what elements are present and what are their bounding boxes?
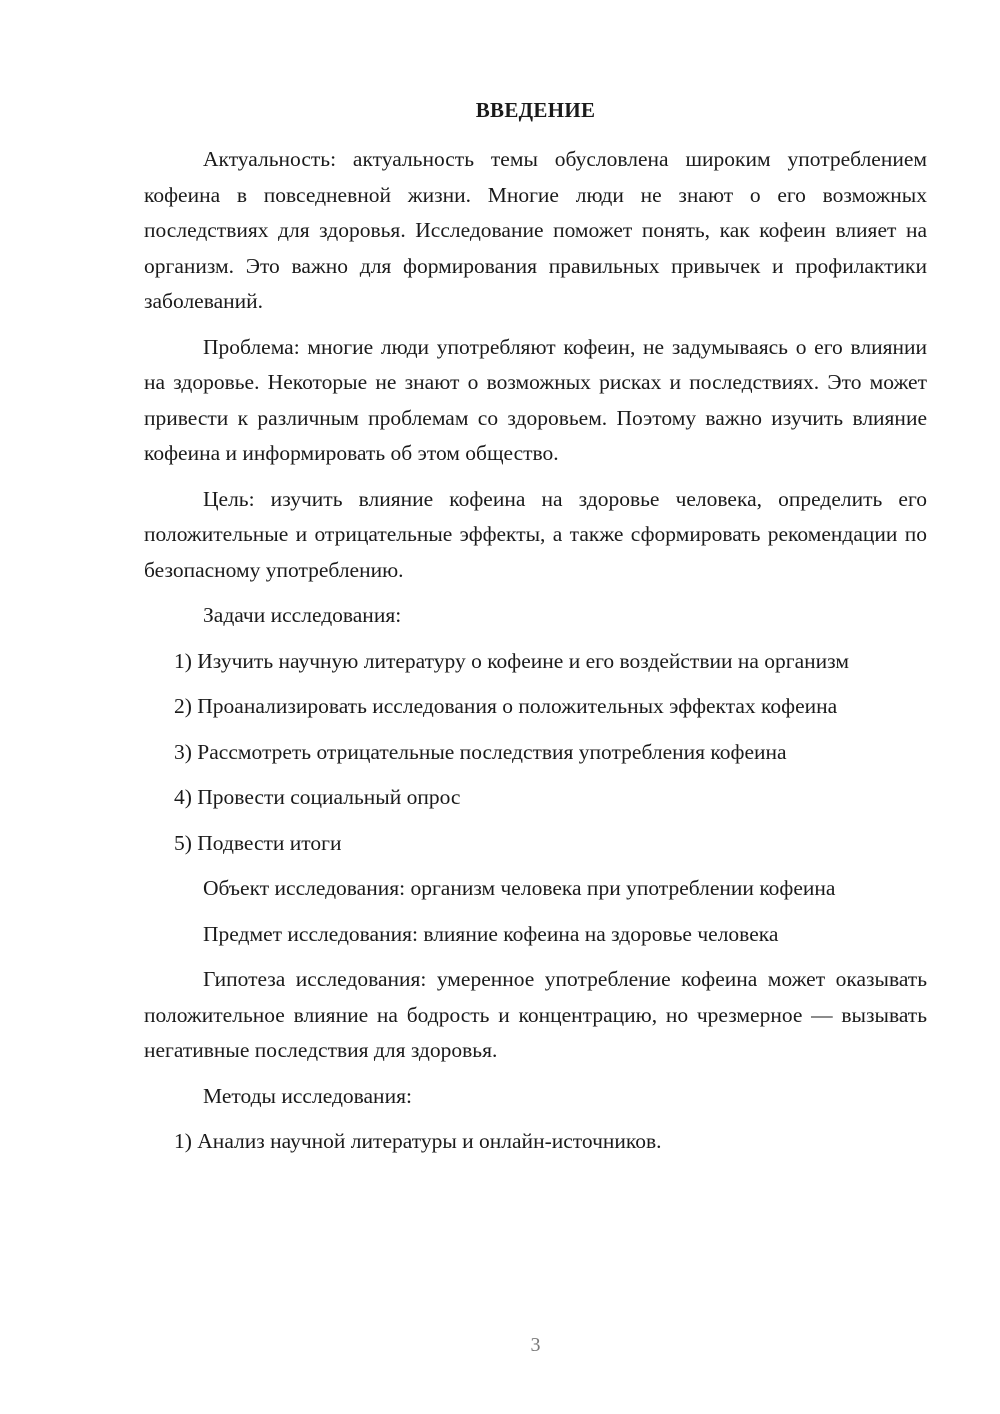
method-item-1: 1) Анализ научной литературы и онлайн-источников. — [174, 1129, 662, 1153]
paragraph-problem: Проблема: многие люди употребляют кофеин, не задумываясь о его влиянии на здоровье. Некоторые не знают о возможных рисках и последствиях. Это может привести к различным проблемам со здоровьем. Поэтому важно изучить влияние кофеина и информировать об этом общество. — [144, 334, 927, 465]
document-body — [144, 142, 927, 1170]
paragraph-subject: Предмет исследования: влияние кофеина на здоровье человека — [203, 921, 779, 946]
document-page — [144, 0, 927, 1414]
task-item-1: 1) Изучить научную литературу о кофеине и его воздействии на организм — [174, 648, 849, 673]
task-item-3: 3) Рассмотреть отрицательные последствия употребления кофеина — [174, 739, 787, 764]
section-heading: ВВЕДЕНИЕ — [475, 98, 596, 122]
paragraph-methods-heading: Методы исследования: — [203, 1083, 412, 1108]
paragraph-relevance: Актуальность: актуальность темы обусловлена широким употреблением кофеина в повседневной жизни. Многие люди не знают о его возможных последствиях для здоровья. Исследование поможет понять, как кофеин влияет на организм. Это важно для формирования правильных привычек и профилактики заболеваний. — [144, 147, 927, 313]
paragraph-object: Объект исследования: организм человека при употреблении кофеина — [203, 876, 836, 900]
task-item-4: 4) Провести социальный опрос — [174, 785, 461, 809]
paragraph-goal: Цель: изучить влияние кофеина на здоровье человека, определить его положительные и отрицательные эффекты, а также сформировать рекомендации по безопасному употреблению. — [144, 486, 927, 582]
page-number: 3 — [530, 1334, 541, 1356]
paragraph-tasks-heading: Задачи исследования: — [203, 603, 402, 627]
paragraph-hypothesis: Гипотеза исследования: умеренное употребление кофеина может оказывать положительное влияние на бодрость и концентрацию, но чрезмерное — вызывать негативные последствия для здоровья. — [144, 967, 927, 1062]
task-item-5: 5) Подвести итоги — [174, 830, 342, 855]
task-item-2: 2) Проанализировать исследования о положительных эффектах кофеина — [174, 694, 838, 718]
